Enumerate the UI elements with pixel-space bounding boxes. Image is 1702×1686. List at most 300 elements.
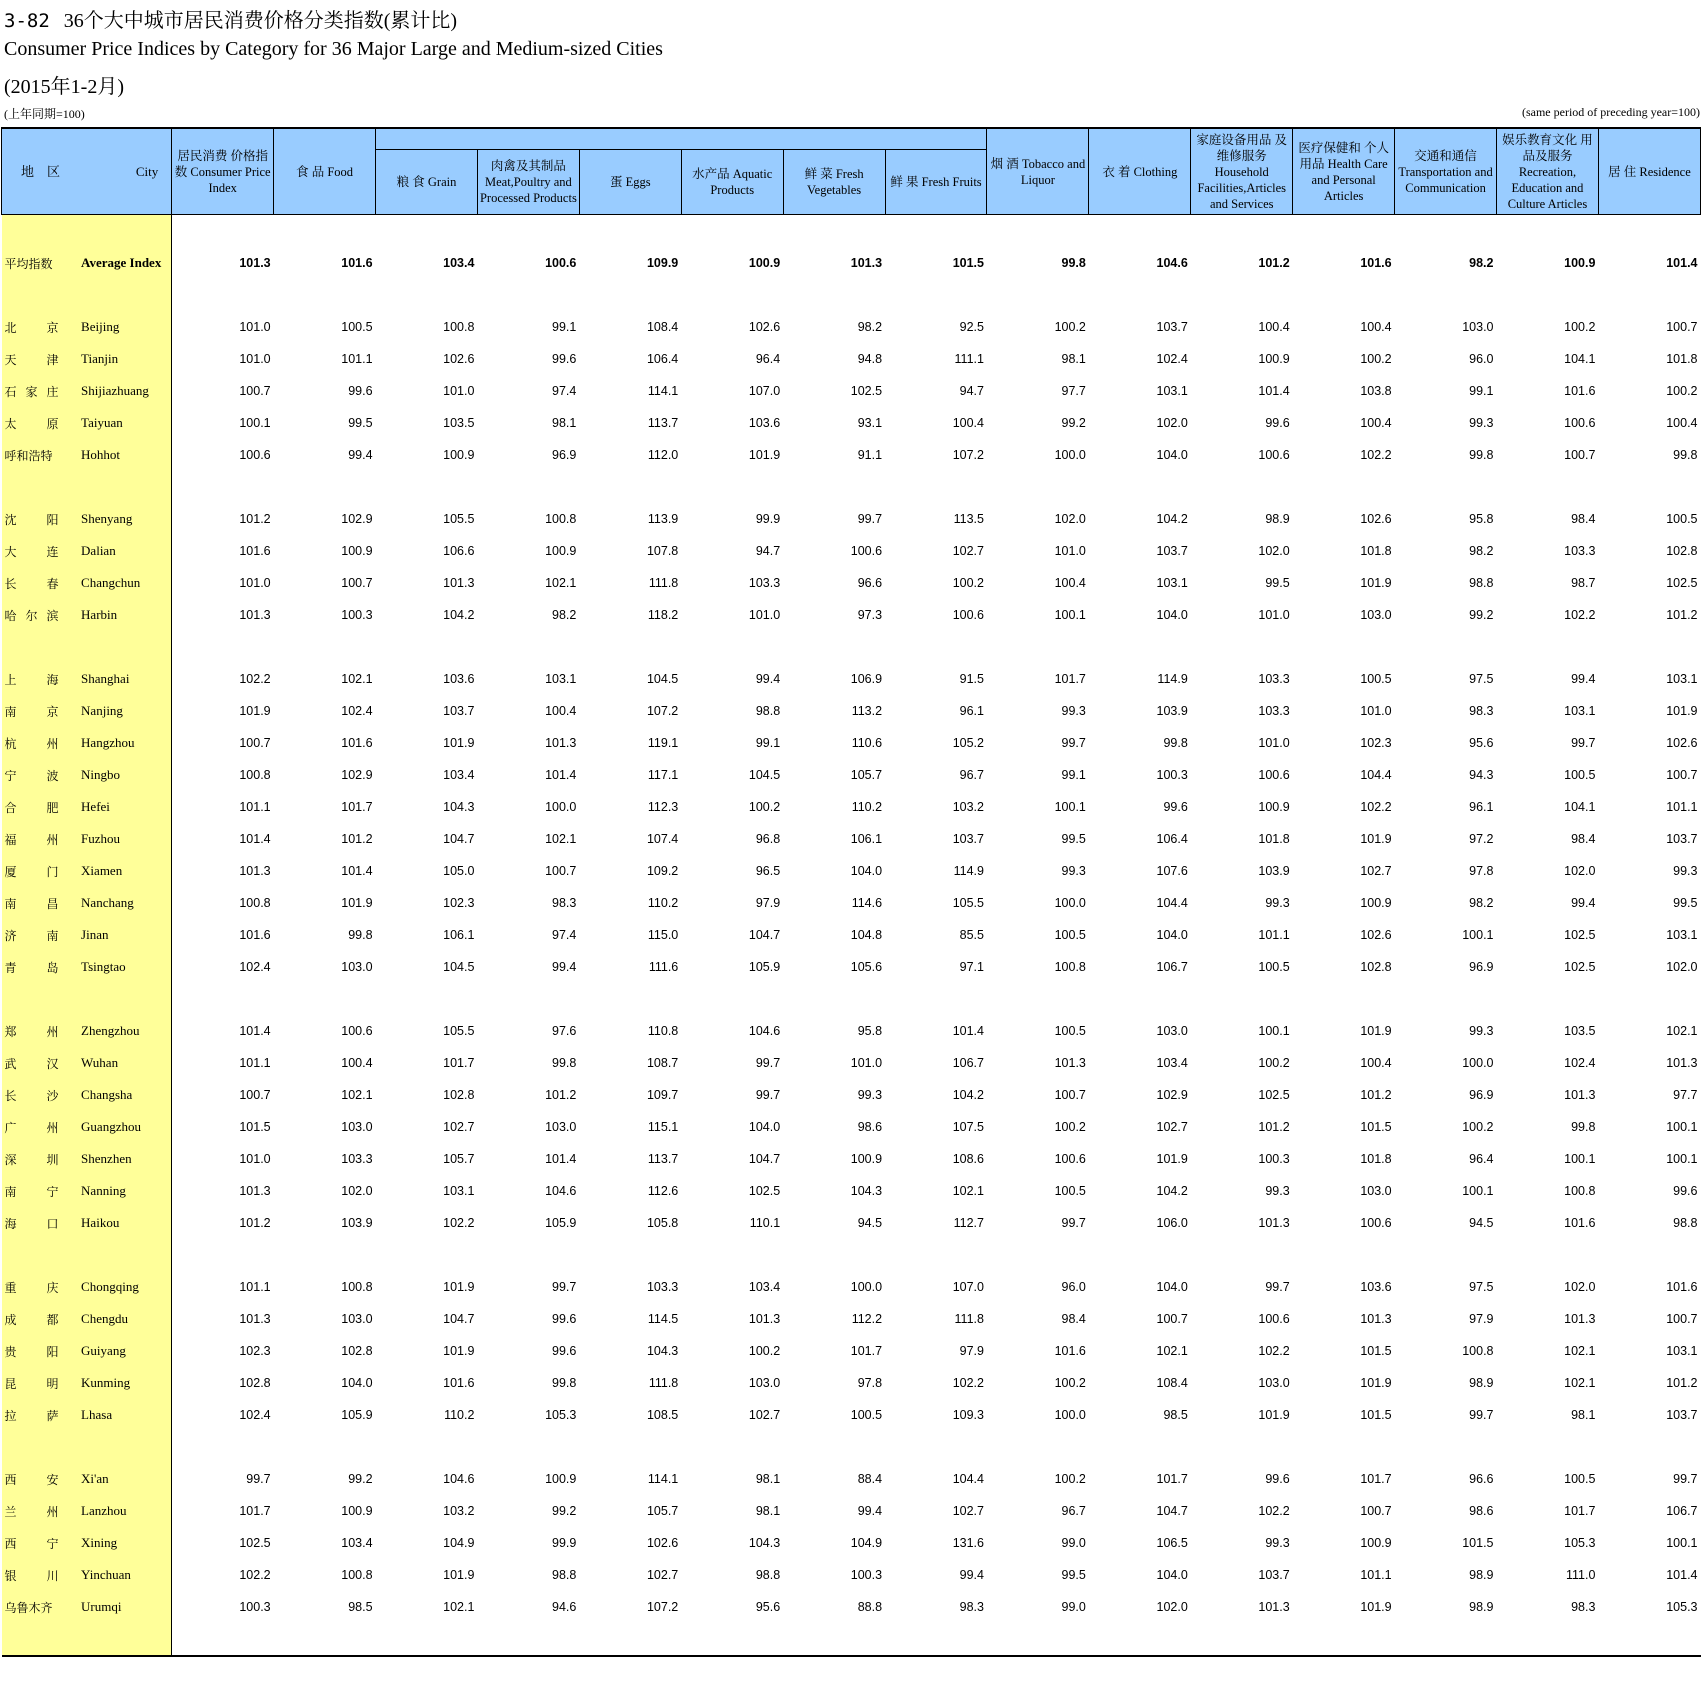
city-name-cn-text: 兰 州 — [4, 1504, 59, 1519]
index-value: 100.6 — [1258, 768, 1290, 782]
city-name-cn — [2, 1143, 74, 1175]
index-value: 105.9 — [748, 960, 781, 974]
index-value: 102.9 — [1156, 1088, 1188, 1102]
index-value: 105.5 — [443, 1024, 475, 1038]
index-value: 98.3 — [1571, 1600, 1596, 1614]
table-row — [2, 1463, 1701, 1495]
spacer-cell — [579, 1431, 681, 1463]
index-value: 103.6 — [443, 672, 475, 686]
table-row — [2, 1335, 1701, 1367]
city-name-cn — [2, 1111, 74, 1143]
index-value: 95.6 — [755, 1600, 781, 1614]
index-value: 101.4 — [239, 832, 271, 846]
index-value: 98.6 — [857, 1120, 883, 1134]
index-value: 99.8 — [1163, 736, 1188, 750]
index-value: 99.3 — [857, 1088, 883, 1102]
index-value: 115.0 — [647, 928, 679, 942]
index-value: 100.4 — [952, 416, 984, 430]
spacer-cell — [1089, 279, 1191, 311]
index-value: 104.1 — [1564, 352, 1596, 366]
index-value: 100.2 — [1054, 1472, 1086, 1486]
index-value: 105.3 — [1666, 1600, 1698, 1614]
index-value: 104.7 — [1156, 1504, 1188, 1518]
city-name-cn-text: 南 昌 — [4, 896, 59, 911]
index-value: 101.9 — [1360, 832, 1392, 846]
index-value: 102.5 — [1258, 1088, 1290, 1102]
index-value: 101.7 — [1054, 672, 1086, 686]
index-value: 104.6 — [1156, 256, 1188, 270]
index-value: 92.5 — [959, 320, 984, 334]
index-value: 101.1 — [341, 352, 373, 366]
index-value: 100.0 — [545, 800, 577, 814]
city-name-en: Yinchuan — [73, 1559, 172, 1591]
index-value: 101.1 — [239, 800, 271, 814]
spacer-cell — [73, 983, 172, 1015]
index-value: 102.8 — [1666, 544, 1698, 558]
city-name-cn-text: 重 庆 — [4, 1280, 59, 1295]
city-name-cn-text: 合 肥 — [4, 800, 59, 815]
index-value: 98.1 — [552, 416, 577, 430]
index-value: 100.2 — [952, 576, 984, 590]
city-name-en: Average Index — [73, 247, 172, 279]
column-header-residence: 居 住 Residence — [1598, 128, 1700, 215]
index-value: 101.3 — [748, 1312, 781, 1326]
index-value: 101.2 — [1258, 1120, 1290, 1134]
spacer-row — [2, 983, 1701, 1015]
index-value: 101.9 — [443, 1344, 475, 1358]
table-title-cn — [4, 4, 457, 33]
spacer-cell — [274, 1431, 376, 1463]
table-row — [2, 247, 1701, 279]
index-value: 105.9 — [341, 1408, 373, 1422]
index-value: 99.5 — [348, 416, 373, 430]
city-name-en: Tianjin — [73, 343, 172, 375]
index-value: 98.1 — [755, 1504, 781, 1518]
index-value: 99.6 — [552, 1312, 577, 1326]
index-value: 96.5 — [755, 864, 781, 878]
city-name-cn — [2, 1591, 74, 1623]
index-value: 101.9 — [1156, 1152, 1188, 1166]
index-value: 101.1 — [1666, 800, 1698, 814]
index-value: 104.7 — [748, 1152, 781, 1166]
spacer-cell — [783, 1431, 885, 1463]
index-value: 103.3 — [341, 1152, 373, 1166]
index-value: 101.8 — [1360, 1152, 1392, 1166]
index-value: 98.3 — [552, 896, 577, 910]
index-value: 103.0 — [545, 1120, 577, 1134]
index-value: 101.3 — [1564, 1312, 1596, 1326]
index-value: 100.5 — [1564, 768, 1596, 782]
city-name-en: Nanjing — [73, 695, 172, 727]
city-name-cn — [2, 791, 74, 823]
index-value: 96.9 — [552, 448, 577, 462]
spacer-cell — [885, 215, 987, 248]
index-value: 102.4 — [341, 704, 373, 718]
index-value: 102.2 — [239, 672, 271, 686]
index-value: 99.7 — [755, 1088, 781, 1102]
index-value: 98.1 — [755, 1472, 781, 1486]
city-name-cn — [2, 1271, 74, 1303]
column-header-tobacco: 烟 酒 Tobacco and Liquor — [987, 128, 1089, 215]
column-header-fruits: 鲜 果 Fresh Fruits — [885, 150, 987, 215]
index-value: 104.9 — [443, 1536, 475, 1550]
index-value: 103.7 — [1156, 320, 1188, 334]
index-value: 99.1 — [552, 320, 577, 334]
index-value: 104.0 — [1156, 448, 1188, 462]
spacer-cell — [172, 631, 274, 663]
index-value: 100.9 — [341, 1504, 373, 1518]
spacer-cell — [1089, 1623, 1191, 1656]
index-value: 102.4 — [1564, 1056, 1596, 1070]
index-value: 101.9 — [1360, 1024, 1392, 1038]
index-value: 103.7 — [1666, 832, 1698, 846]
index-value: 101.3 — [1666, 1056, 1698, 1070]
table-row — [2, 1495, 1701, 1527]
index-value: 96.1 — [1469, 800, 1494, 814]
index-value: 99.2 — [348, 1472, 373, 1486]
index-value: 102.0 — [341, 1184, 373, 1198]
city-name-cn-text: 福 州 — [4, 832, 59, 847]
city-name-en: Guiyang — [73, 1335, 172, 1367]
index-value: 98.5 — [1163, 1408, 1188, 1422]
index-value: 99.6 — [1673, 1184, 1698, 1198]
index-value: 100.9 — [545, 544, 577, 558]
spacer-cell — [376, 631, 478, 663]
index-value: 101.5 — [239, 1120, 271, 1134]
index-value: 107.6 — [1156, 864, 1188, 878]
index-value: 100.9 — [850, 1152, 883, 1166]
index-value: 99.8 — [1673, 448, 1698, 462]
city-name-cn — [2, 1047, 74, 1079]
index-value: 111.6 — [648, 960, 679, 974]
index-value: 101.6 — [1054, 1344, 1086, 1358]
index-value: 100.8 — [239, 768, 271, 782]
index-value: 99.5 — [1061, 1568, 1086, 1582]
index-value: 102.1 — [1564, 1344, 1596, 1358]
index-value: 102.1 — [1156, 1344, 1188, 1358]
index-value: 101.8 — [1258, 832, 1290, 846]
index-value: 101.7 — [1360, 1472, 1392, 1486]
city-name-en: Ningbo — [73, 759, 172, 791]
index-value: 102.7 — [1360, 864, 1392, 878]
index-value: 98.8 — [755, 704, 781, 718]
index-value: 101.4 — [1258, 384, 1290, 398]
city-name-en: Tsingtao — [73, 951, 172, 983]
index-value: 101.4 — [545, 1152, 577, 1166]
spacer-row — [2, 1239, 1701, 1271]
index-value: 106.4 — [646, 352, 679, 366]
index-value: 101.1 — [239, 1280, 271, 1294]
index-value: 100.9 — [1360, 896, 1392, 910]
index-value: 101.4 — [1666, 1568, 1698, 1582]
column-header-meat: 肉禽及其制品 Meat,Poultry and Processed Products — [477, 150, 579, 215]
index-value: 102.1 — [1564, 1376, 1596, 1390]
spacer-cell — [477, 983, 579, 1015]
index-value: 101.2 — [341, 832, 373, 846]
index-value: 101.7 — [341, 800, 373, 814]
city-name-cn — [2, 567, 74, 599]
table-row — [2, 759, 1701, 791]
index-value: 96.4 — [1469, 1152, 1494, 1166]
index-value: 101.6 — [239, 928, 271, 942]
index-value: 101.5 — [952, 256, 984, 270]
index-value: 104.5 — [646, 672, 679, 686]
index-value: 102.6 — [443, 352, 475, 366]
spacer-cell — [681, 1431, 783, 1463]
index-value: 100.9 — [1258, 352, 1290, 366]
index-value: 100.7 — [1564, 448, 1596, 462]
index-value: 101.9 — [443, 1280, 475, 1294]
index-value: 99.4 — [1571, 672, 1596, 686]
index-value: 103.1 — [1564, 704, 1596, 718]
index-value: 100.7 — [1666, 768, 1698, 782]
index-value: 99.7 — [1061, 736, 1086, 750]
index-value: 100.6 — [545, 256, 577, 270]
spacer-cell — [1293, 1239, 1395, 1271]
index-value: 101.6 — [1666, 1280, 1698, 1294]
spacer-row — [2, 279, 1701, 311]
index-value: 102.3 — [1360, 736, 1392, 750]
city-name-cn-text: 济 南 — [4, 928, 59, 943]
city-name-cn — [2, 663, 74, 695]
city-name-cn — [2, 759, 74, 791]
spacer-cell — [1598, 1623, 1700, 1656]
index-value: 85.5 — [959, 928, 984, 942]
index-value: 101.4 — [341, 864, 373, 878]
table-row — [2, 1271, 1701, 1303]
spacer-cell — [73, 1623, 172, 1656]
spacer-cell — [1598, 279, 1700, 311]
index-value: 103.3 — [748, 576, 781, 590]
spacer-cell — [987, 983, 1089, 1015]
index-value: 105.5 — [443, 512, 475, 526]
spacer-cell — [783, 1239, 885, 1271]
index-value: 104.8 — [850, 928, 883, 942]
spacer-row — [2, 631, 1701, 663]
index-value: 103.1 — [545, 672, 577, 686]
spacer-cell — [73, 471, 172, 503]
index-value: 100.2 — [1054, 1120, 1086, 1134]
index-value: 100.4 — [1666, 416, 1698, 430]
index-value: 102.1 — [952, 1184, 984, 1198]
spacer-cell — [1191, 983, 1293, 1015]
index-value: 103.9 — [341, 1216, 373, 1230]
index-value: 100.2 — [748, 1344, 781, 1358]
spacer-cell — [2, 631, 74, 663]
city-name-cn-text: 海 口 — [4, 1216, 59, 1231]
index-value: 100.1 — [1054, 800, 1086, 814]
index-value: 98.9 — [1265, 512, 1290, 526]
index-value: 101.5 — [1360, 1344, 1392, 1358]
index-value: 99.9 — [755, 512, 781, 526]
index-value: 97.8 — [857, 1376, 883, 1390]
index-value: 99.3 — [1469, 416, 1494, 430]
index-value: 102.7 — [443, 1120, 475, 1134]
spacer-cell — [73, 631, 172, 663]
index-value: 102.1 — [545, 832, 577, 846]
city-name-cn-text: 平均指数 — [4, 256, 53, 271]
index-value: 99.3 — [1061, 704, 1086, 718]
index-value: 103.3 — [1258, 672, 1290, 686]
spacer-cell — [2, 279, 74, 311]
index-value: 100.7 — [1054, 1088, 1086, 1102]
index-value: 99.2 — [552, 1504, 577, 1518]
spacer-cell — [783, 631, 885, 663]
index-value: 100.5 — [1360, 672, 1392, 686]
index-value: 101.3 — [239, 1184, 271, 1198]
index-value: 113.7 — [647, 416, 679, 430]
index-value: 101.0 — [1258, 736, 1290, 750]
index-value: 100.6 — [341, 1024, 373, 1038]
index-value: 100.2 — [748, 800, 781, 814]
index-value: 99.3 — [1673, 864, 1698, 878]
table-row — [2, 599, 1701, 631]
spacer-cell — [1293, 471, 1395, 503]
index-value: 98.2 — [1469, 896, 1494, 910]
index-value: 101.7 — [1564, 1504, 1596, 1518]
index-value: 101.3 — [1054, 1056, 1086, 1070]
index-value: 108.5 — [646, 1408, 679, 1422]
table-row — [2, 1207, 1701, 1239]
spacer-cell — [885, 1239, 987, 1271]
city-name-cn — [2, 1207, 74, 1239]
spacer-cell — [1497, 279, 1599, 311]
spacer-cell — [885, 1431, 987, 1463]
spacer-cell — [579, 631, 681, 663]
spacer-cell — [172, 471, 274, 503]
index-value: 101.0 — [239, 352, 271, 366]
index-value: 102.0 — [1156, 1600, 1188, 1614]
index-value: 106.0 — [1156, 1216, 1188, 1230]
index-value: 101.3 — [1258, 1216, 1290, 1230]
index-value: 99.9 — [552, 1536, 577, 1550]
index-value: 103.0 — [1360, 608, 1392, 622]
city-name-cn-text: 南 京 — [4, 704, 59, 719]
index-value: 106.7 — [952, 1056, 984, 1070]
index-value: 101.6 — [341, 736, 373, 750]
index-value: 104.3 — [646, 1344, 679, 1358]
city-name-en: Haikou — [73, 1207, 172, 1239]
index-value: 100.5 — [1258, 960, 1290, 974]
index-value: 99.4 — [348, 448, 373, 462]
index-value: 99.7 — [246, 1472, 271, 1486]
city-name-cn-text: 呼和浩特 — [4, 448, 53, 463]
index-value: 111.8 — [648, 576, 679, 590]
city-name-cn — [2, 951, 74, 983]
index-value: 102.1 — [341, 672, 373, 686]
index-value: 101.9 — [1360, 1600, 1392, 1614]
index-value: 101.2 — [239, 512, 271, 526]
index-value: 100.3 — [239, 1600, 271, 1614]
city-name-en: Changchun — [73, 567, 172, 599]
index-value: 100.6 — [850, 544, 883, 558]
spacer-cell — [579, 471, 681, 503]
index-value: 95.8 — [1469, 512, 1494, 526]
spacer-cell — [1089, 471, 1191, 503]
index-value: 100.9 — [545, 1472, 577, 1486]
index-value: 100.2 — [1258, 1056, 1290, 1070]
index-value: 101.9 — [443, 1568, 475, 1582]
index-value: 102.8 — [239, 1376, 271, 1390]
index-value: 99.1 — [755, 736, 781, 750]
index-value: 104.7 — [443, 1312, 475, 1326]
index-value: 99.5 — [1673, 896, 1698, 910]
index-value: 103.4 — [443, 768, 475, 782]
spacer-cell — [274, 631, 376, 663]
spacer-cell — [172, 1623, 274, 1656]
index-value: 103.7 — [443, 704, 475, 718]
index-value: 104.2 — [443, 608, 475, 622]
index-value: 99.7 — [755, 1056, 781, 1070]
spacer-cell — [681, 983, 783, 1015]
index-value: 99.3 — [1061, 864, 1086, 878]
index-value: 98.2 — [857, 320, 883, 334]
index-value: 100.2 — [1360, 352, 1392, 366]
index-value: 101.7 — [239, 1504, 271, 1518]
index-value: 100.2 — [1462, 1120, 1494, 1134]
index-value: 103.0 — [341, 960, 373, 974]
index-value: 107.8 — [646, 544, 679, 558]
index-value: 99.7 — [1469, 1408, 1494, 1422]
index-value: 106.1 — [443, 928, 475, 942]
spacer-cell — [73, 1431, 172, 1463]
index-value: 108.4 — [646, 320, 679, 334]
table-row — [2, 375, 1701, 407]
index-value: 111.0 — [1565, 1568, 1596, 1582]
spacer-cell — [885, 983, 987, 1015]
index-value: 102.7 — [646, 1568, 679, 1582]
spacer-cell — [274, 471, 376, 503]
index-value: 101.1 — [1258, 928, 1290, 942]
spacer-cell — [681, 1239, 783, 1271]
spacer-cell — [783, 215, 885, 248]
table-row — [2, 1079, 1701, 1111]
index-value: 115.1 — [647, 1120, 679, 1134]
index-value: 105.0 — [443, 864, 475, 878]
index-value: 101.3 — [239, 256, 271, 270]
spacer-cell — [172, 215, 274, 248]
index-value: 109.3 — [952, 1408, 984, 1422]
index-value: 91.5 — [959, 672, 984, 686]
table-row — [2, 1015, 1701, 1047]
index-value: 97.6 — [552, 1024, 577, 1038]
index-value: 99.1 — [1469, 384, 1494, 398]
index-value: 104.2 — [952, 1088, 984, 1102]
index-value: 105.7 — [646, 1504, 679, 1518]
city-name-cn — [2, 823, 74, 855]
index-value: 100.3 — [1156, 768, 1188, 782]
city-name-cn — [2, 1079, 74, 1111]
index-value: 102.2 — [1360, 448, 1392, 462]
index-value: 98.3 — [1469, 704, 1494, 718]
spacer-cell — [1395, 1623, 1497, 1656]
index-value: 100.1 — [1666, 1120, 1698, 1134]
city-name-en: Harbin — [73, 599, 172, 631]
column-header-household: 家庭设备用品 及维修服务 Household Facilities,Articles and Services — [1191, 128, 1293, 215]
index-value: 101.0 — [443, 384, 475, 398]
index-value: 104.4 — [952, 1472, 984, 1486]
city-name-cn — [2, 1399, 74, 1431]
table-title-en: Consumer Price Indices by Category for 36 Major Large and Medium-sized Cities — [4, 38, 663, 60]
index-value: 100.8 — [341, 1568, 373, 1582]
index-value: 100.7 — [1360, 1504, 1392, 1518]
index-value: 99.3 — [1265, 896, 1290, 910]
index-value: 94.7 — [959, 384, 984, 398]
index-value: 94.3 — [1469, 768, 1494, 782]
index-value: 99.4 — [1571, 896, 1596, 910]
index-value: 101.0 — [850, 1056, 883, 1070]
index-value: 99.2 — [1469, 608, 1494, 622]
